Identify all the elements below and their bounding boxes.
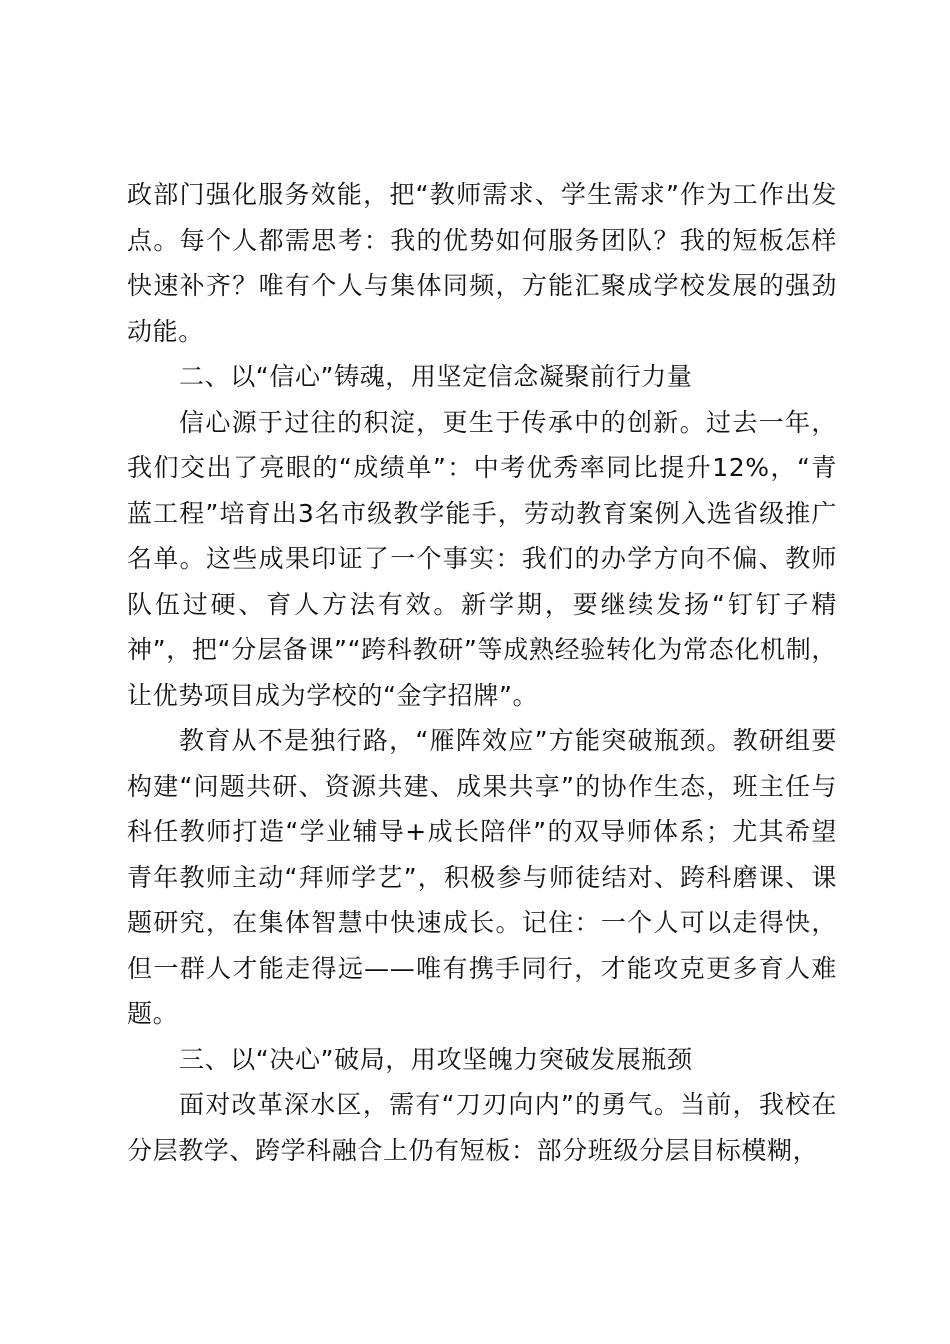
section-heading-two: 二、以“信心”铸魂，用坚定信念凝聚前行力量 xyxy=(179,362,693,391)
paragraph-reform: 面对改革深水区，需有“刀刃向内”的勇气。当前，我校在分层教学、跨学科融合上仍有短板：部分班级分层目标模糊， xyxy=(127,1090,837,1165)
paragraph-collaboration: 教育从不是独行路，“雁阵效应”方能突破瓶颈。教研组要构建“问题共研、资源共建、成果共享”的协作生态，班主任与科任教师打造“学业辅导+成长陪伴”的双导师体系；尤其希望青年教师主动“拜师学艺”，积极参与师徒结对、跨科磨课、课题研究，在集体智慧中快速成长。记住：一个人可以走得快，但一群人才能走得远——唯有携手同行，才能攻克更多育人难题。 xyxy=(127,726,837,1028)
paragraph-continuation: 政部门强化服务效能，把“教师需求、学生需求”作为工作出发点。每个人都需思考：我的优势如何服务团队？我的短板怎样快速补齐？唯有个人与集体同频，方能汇聚成学校发展的强劲动能。 xyxy=(127,180,837,346)
section-heading-three: 三、以“决心”破局，用攻坚魄力突破发展瓶颈 xyxy=(179,1044,693,1074)
paragraph-achievements: 信心源于过往的积淀，更生于传承中的创新。过去一年，我们交出了亮眼的“成绩单”：中考优秀率同比提升12%，“青蓝工程”培育出3名市级教学能手，劳动教育案例入选省级推广名单。这些成果印证了一个事实：我们的办学方向不偏、教师队伍过硬、育人方法有效。新学期，要继续发扬“钉钉子精神”，把“分层备课”“跨科教研”等成熟经验转化为常态化机制，让优势项目成为学校的“金字招牌”。 xyxy=(127,407,837,710)
document-body xyxy=(127,172,837,1173)
